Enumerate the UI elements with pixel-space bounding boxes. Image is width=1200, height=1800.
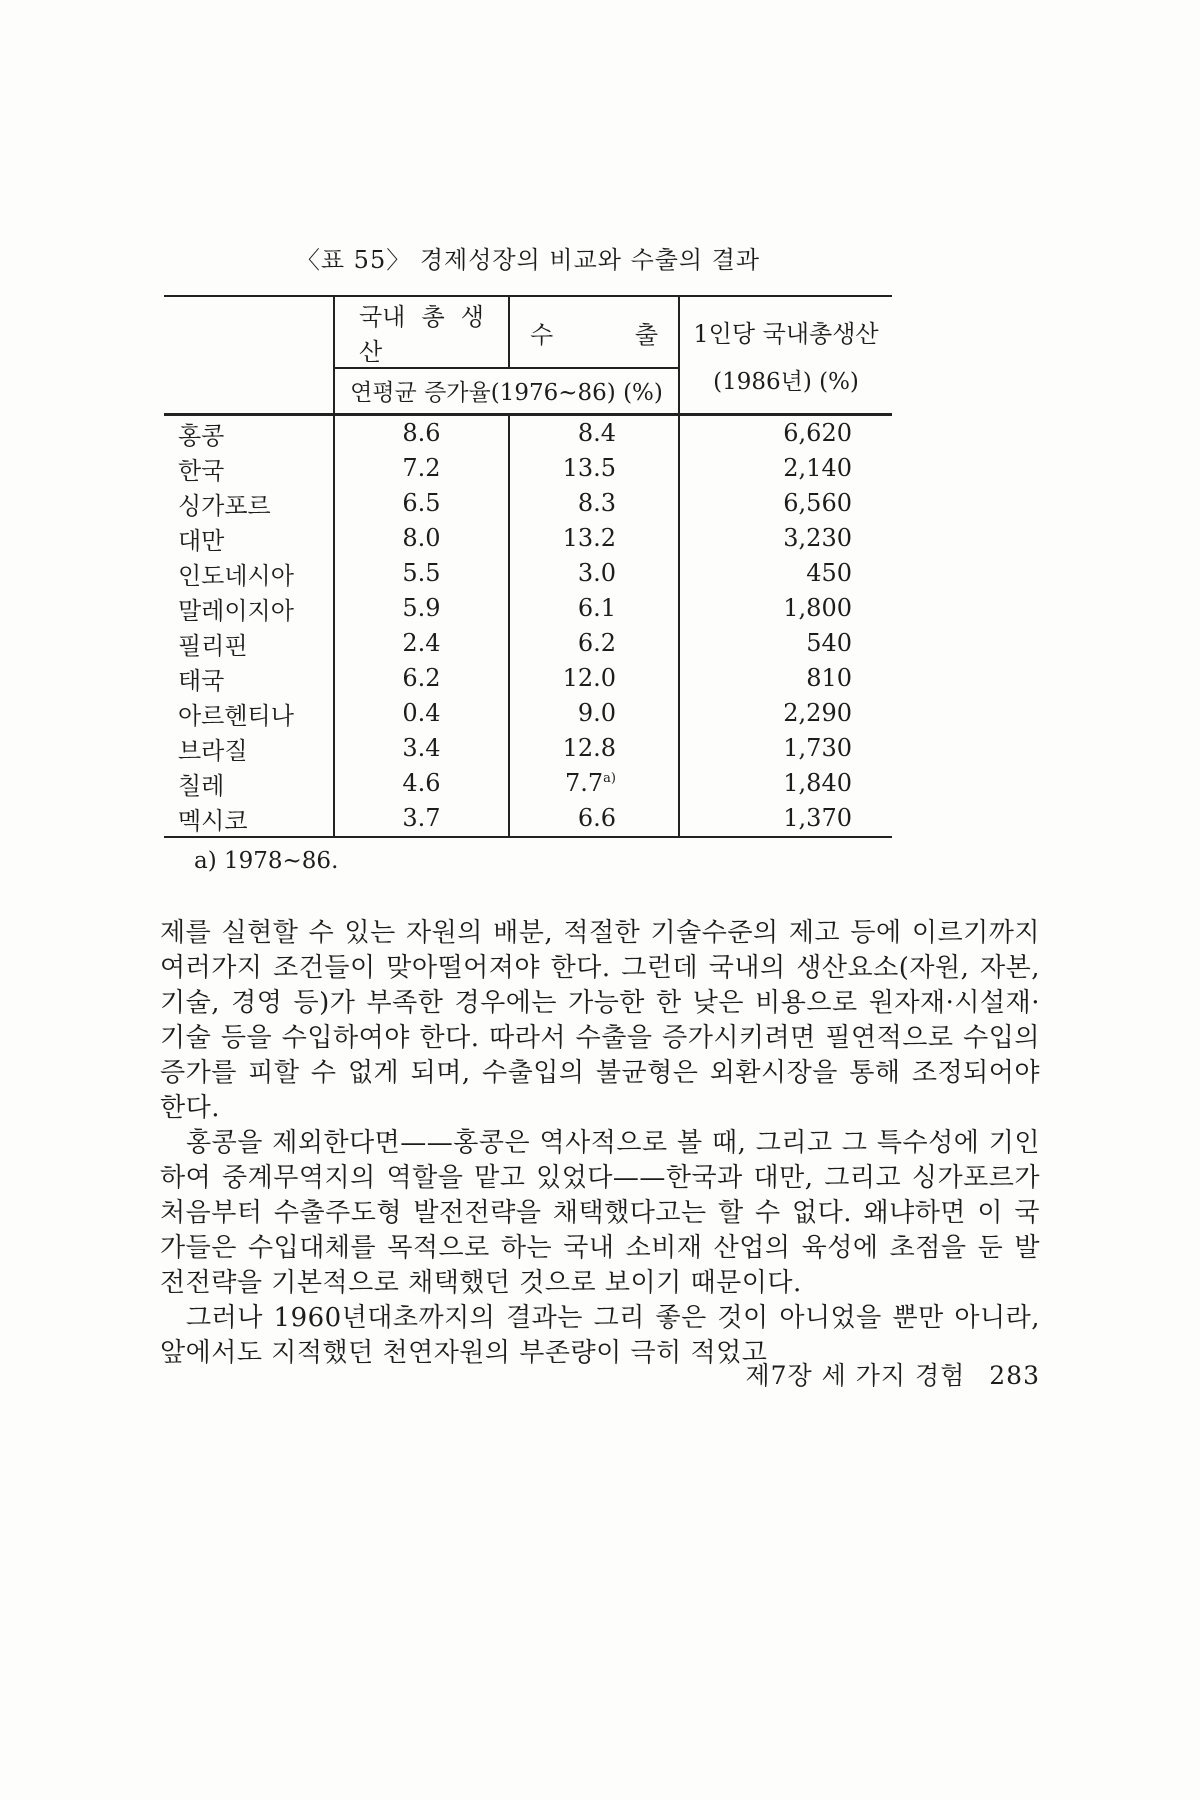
table-row (164, 414, 892, 451)
export-growth-cell: 6.2 (509, 626, 679, 661)
header-exports: 수 출 (509, 296, 679, 368)
country-name-text: 대만 (178, 526, 225, 555)
table-row (164, 451, 892, 486)
export-growth-cell: 6.1 (509, 591, 679, 626)
country-name-cell (164, 451, 334, 486)
percapita-gdp-cell: 540 (806, 629, 852, 657)
percapita-gdp-cell: 2,140 (783, 454, 852, 482)
country-name-text: 태국 (178, 666, 225, 695)
body-text (160, 916, 1040, 1371)
country-name-text: 브라질 (178, 736, 248, 765)
gdp-growth-cell: 3.7 (334, 801, 509, 837)
country-name-text: 칠레 (178, 771, 225, 800)
country-name-text: 아르헨티나 (178, 701, 294, 730)
export-growth-cell: 12.0 (509, 661, 679, 696)
gdp-growth-cell: 8.0 (334, 521, 509, 556)
export-growth-cell: 3.0 (509, 556, 679, 591)
book-page (160, 0, 1040, 1800)
percapita-gdp-cell: 2,290 (783, 699, 852, 727)
export-growth-cell: 13.2 (509, 521, 679, 556)
table-footnote: a) 1978~86. (194, 847, 339, 874)
export-growth-cell: 6.6 (509, 801, 679, 837)
paragraph-3: 그러나 1960년대초까지의 결과는 그리 좋은 것이 아니었을 뿐만 아니라, 앞에서도 지적했던 천연자원의 부존량이 극히 적었고 (160, 1302, 1040, 1368)
country-name-cell (164, 801, 334, 837)
country-name-text: 한국 (178, 456, 225, 485)
gdp-growth-cell: 6.5 (334, 486, 509, 521)
header-gdp: 국내 총 생산 (334, 296, 509, 368)
percapita-gdp-cell: 1,730 (783, 734, 852, 762)
header-growth-rate-subtitle: 연평균 증가율(1976~86) (%) (334, 368, 679, 414)
percapita-gdp-cell: 3,230 (783, 524, 852, 552)
gdp-growth-cell: 5.9 (334, 591, 509, 626)
percapita-gdp-cell: 1,840 (783, 769, 852, 797)
table-row (164, 661, 892, 696)
country-name-cell (164, 521, 334, 556)
table-row (164, 801, 892, 837)
country-name-cell (164, 766, 334, 801)
country-name-text: 인도네시아 (178, 561, 294, 590)
table-row (164, 626, 892, 661)
table-row (164, 556, 892, 591)
gdp-growth-cell: 5.5 (334, 556, 509, 591)
paragraph-2: 홍콩을 제외한다면——홍콩은 역사적으로 볼 때, 그리고 그 특수성에 기인하여 중계무역지의 역할을 맡고 있었다——한국과 대만, 그리고 싱가포르가 처음부터 수출주도형 발전전략을 채택했다고는 할 수 없다. 왜냐하면 이 국가들은 수입대체를 목적으로 하는 국내 소비재 산업의 육성에 초점을 둔 발전전략을 기본적으로 채택했던 것으로 보이기 때문이다. (160, 1127, 1040, 1298)
country-name-text: 홍콩 (178, 421, 225, 450)
gdp-growth-cell: 7.2 (334, 451, 509, 486)
country-name-cell (164, 731, 334, 766)
table-row (164, 521, 892, 556)
gdp-growth-cell: 0.4 (334, 696, 509, 731)
percapita-gdp-cell: 6,560 (783, 489, 852, 517)
export-growth-cell: 13.5 (509, 451, 679, 486)
footer-page-number: 283 (989, 1361, 1040, 1390)
country-name-cell (164, 486, 334, 521)
page-footer (160, 1356, 1040, 1392)
table-row (164, 696, 892, 731)
table-body (164, 414, 892, 837)
percapita-gdp-cell: 450 (806, 559, 852, 587)
table-block (164, 240, 892, 874)
percapita-gdp-cell: 1,370 (783, 804, 852, 832)
table-row (164, 766, 892, 801)
country-name-text: 필리핀 (178, 631, 248, 660)
footer-chapter-title: 제7장 세 가지 경험 (745, 1361, 966, 1390)
table-row (164, 486, 892, 521)
corner-cell (164, 296, 334, 414)
country-name-cell (164, 661, 334, 696)
export-growth-cell: 9.0 (509, 696, 679, 731)
country-name-text: 말레이지아 (178, 596, 294, 625)
gdp-growth-cell: 8.6 (334, 414, 509, 451)
table-title: 〈표 55〉 경제성장의 비교와 수출의 결과 (295, 246, 761, 274)
table-row (164, 591, 892, 626)
percapita-gdp-cell: 810 (806, 664, 852, 692)
gdp-growth-cell: 6.2 (334, 661, 509, 696)
header-percapita-line1: 1인당 국내총생산 (693, 319, 879, 348)
gdp-growth-cell: 4.6 (334, 766, 509, 801)
country-name-text: 멕시코 (178, 806, 248, 835)
paragraph-1: 제를 실현할 수 있는 자원의 배분, 적절한 기술수준의 제고 등에 이르기까지 여러가지 조건들이 맞아떨어져야 한다. 그런데 국내의 생산요소(자원, 자본, 기술, 경영 등)가 부족한 경우에는 가능한 한 낮은 비용으로 원자재·시설재·기술 등을 수입하여야 한다. 따라서 수출을 증가시키려면 필연적으로 수입의 증가를 피할 수 없게 되며, 수출입의 불균형은 외환시장을 통해 조정되어야 한다. (160, 917, 1040, 1123)
country-name-text: 싱가포르 (178, 491, 271, 520)
header-percapita-line2: (1986년) (%) (713, 368, 859, 395)
gdp-growth-cell: 2.4 (334, 626, 509, 661)
header-percapita (679, 296, 892, 414)
data-table (164, 295, 892, 838)
country-name-cell (164, 591, 334, 626)
export-growth-cell: 12.8 (509, 731, 679, 766)
country-name-cell (164, 414, 334, 451)
export-growth-cell: 8.3 (509, 486, 679, 521)
gdp-growth-cell: 3.4 (334, 731, 509, 766)
country-name-cell (164, 626, 334, 661)
percapita-gdp-cell: 6,620 (783, 419, 852, 447)
table-row (164, 731, 892, 766)
export-growth-cell: 7.7$^{a)}$ (509, 766, 679, 801)
percapita-gdp-cell: 1,800 (783, 594, 852, 622)
footnote-marker: a) (603, 771, 616, 786)
country-name-cell (164, 696, 334, 731)
country-name-cell (164, 556, 334, 591)
export-growth-cell: 8.4 (509, 414, 679, 451)
